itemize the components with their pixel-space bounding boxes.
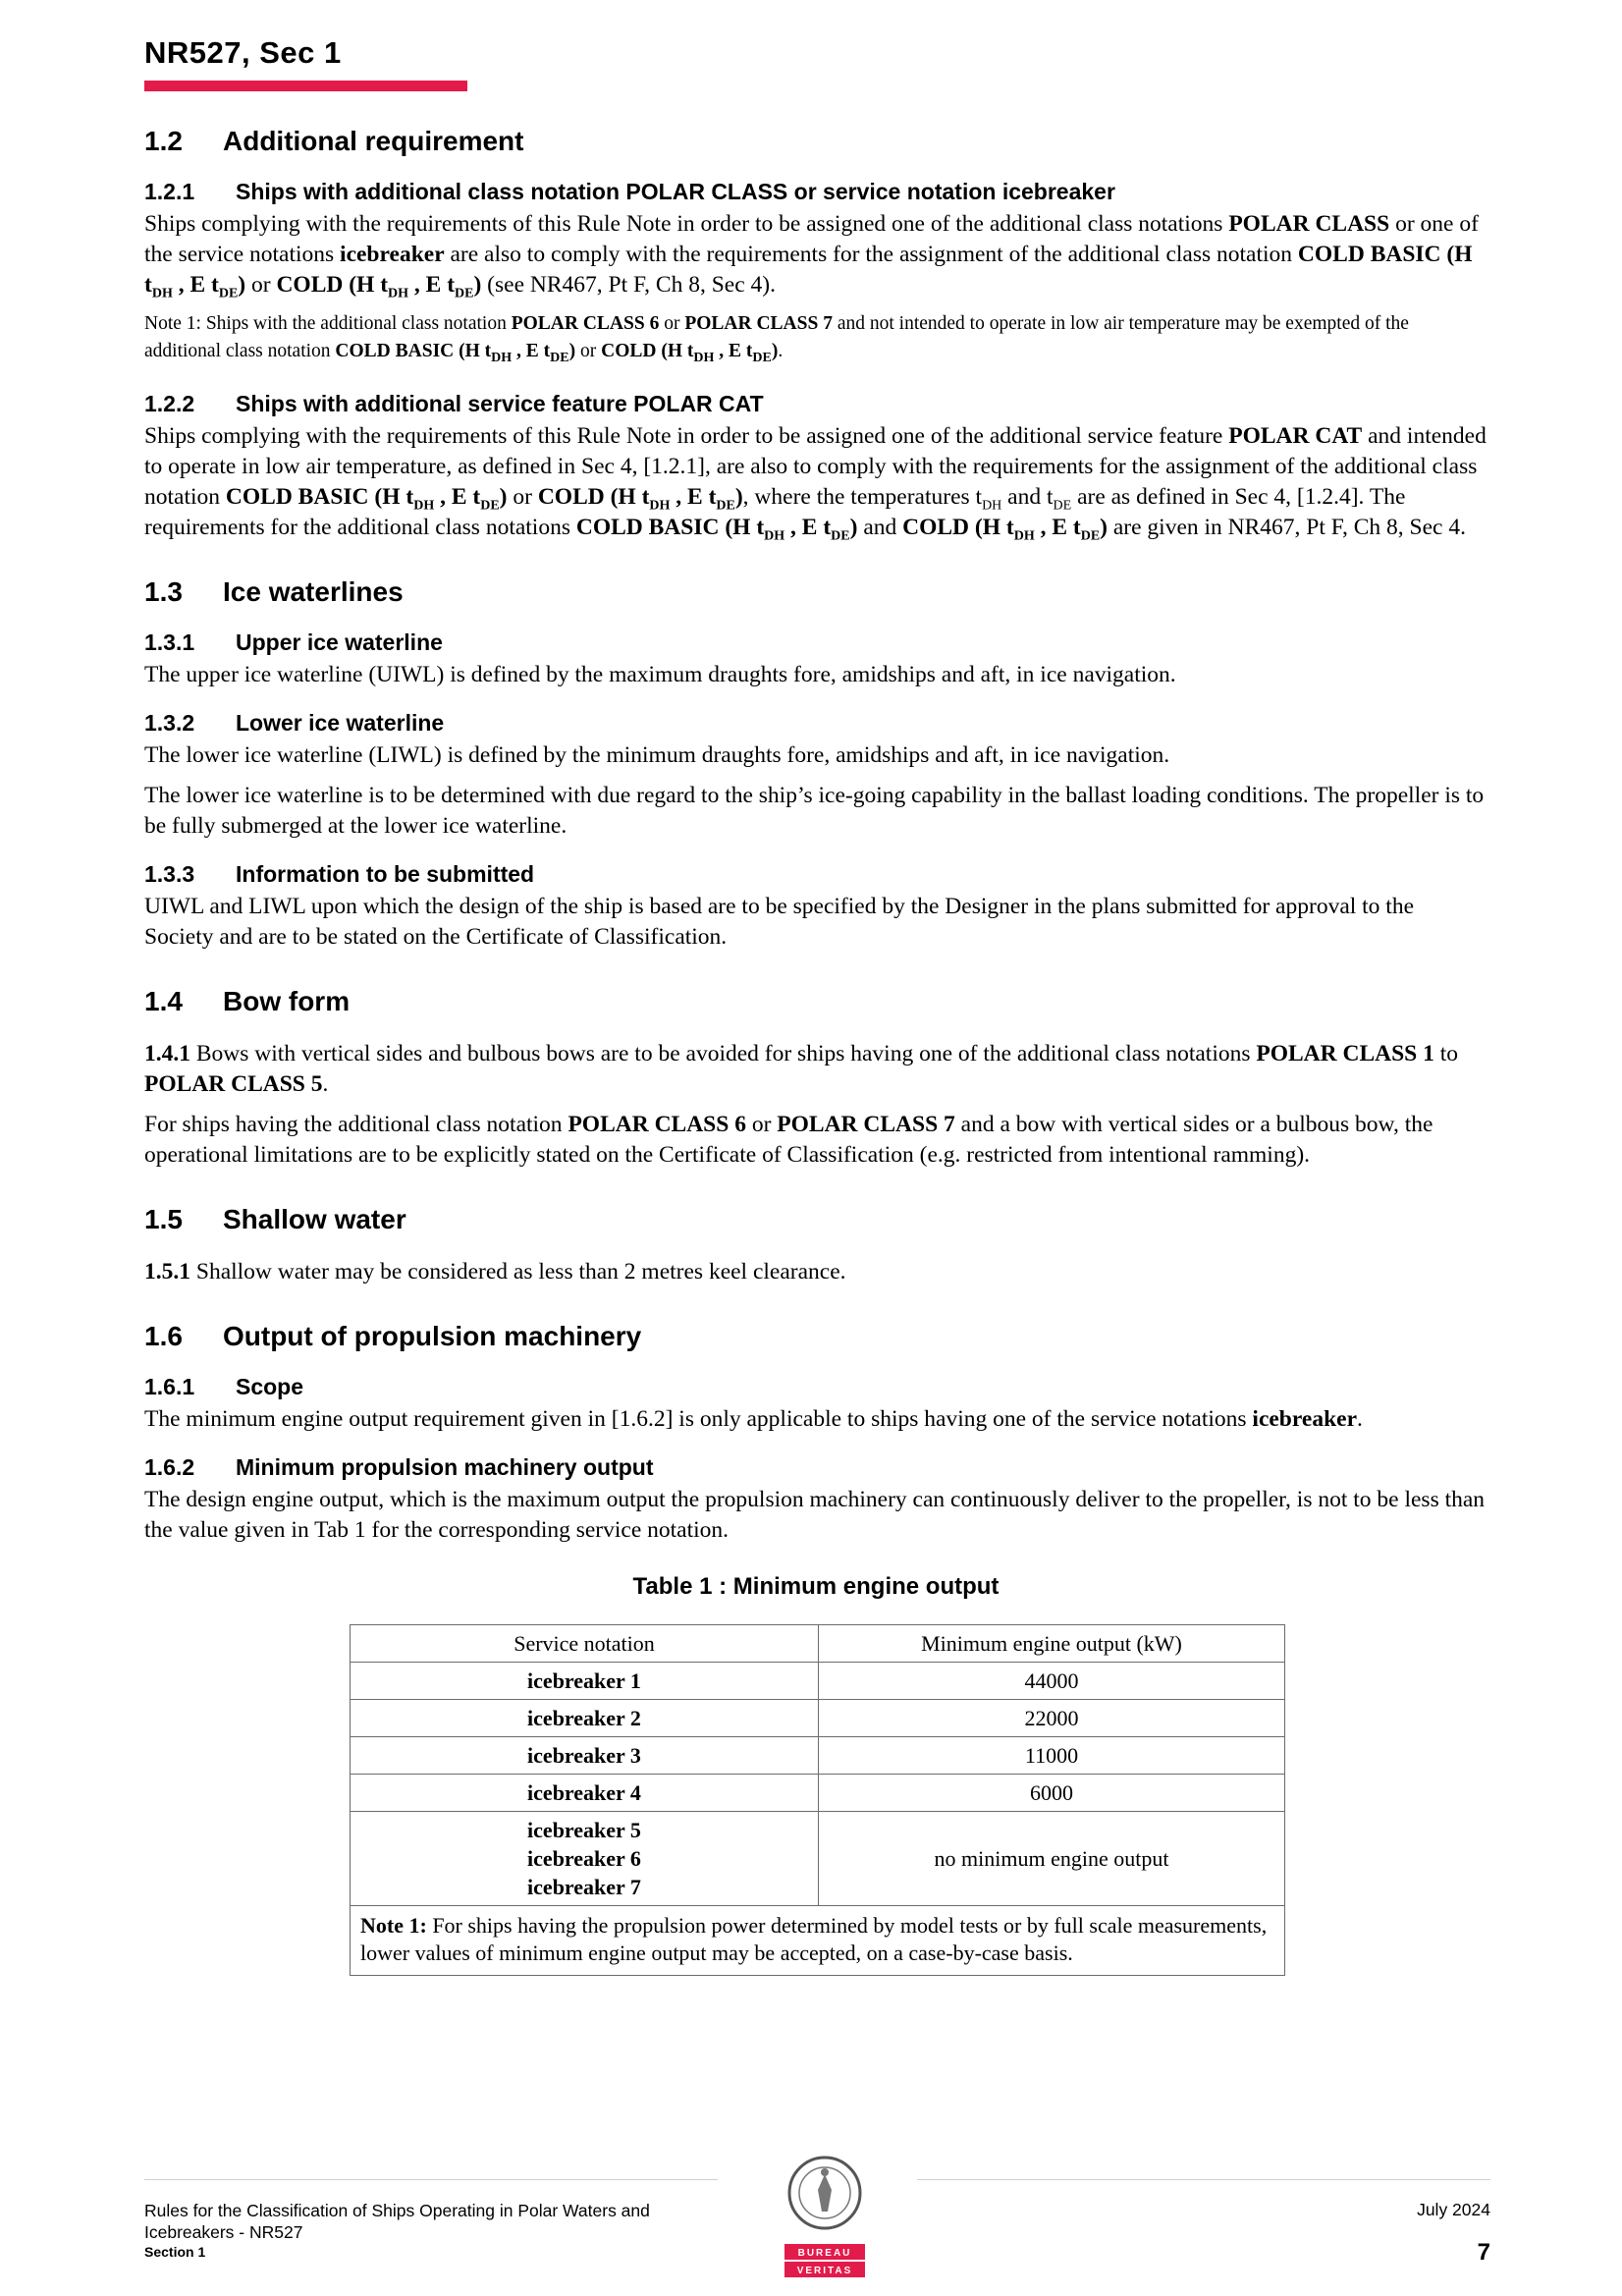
- table-row: [351, 1700, 1285, 1737]
- table-cell: no minimum engine output: [819, 1812, 1285, 1906]
- footer-divider: [144, 2179, 718, 2180]
- subsection-heading: [144, 710, 1487, 737]
- header-accent-bar: [144, 81, 467, 91]
- paragraph: The upper ice waterline (UIWL) is defined by the maximum draughts fore, amidships and aft, in ice navigation.: [144, 662, 1176, 687]
- footer-section: Section 1: [144, 2244, 206, 2260]
- subsection-heading: [144, 629, 1487, 656]
- paragraph: UIWL and LIWL upon which the design of the ship is based are to be specified by the Designer in the plans submitted for approval to the Society and are to be stated on the Certificate of Classification.: [144, 894, 1415, 950]
- section-title: Additional requirement: [223, 126, 524, 156]
- subsection-heading: [144, 179, 1487, 205]
- table-cell: icebreaker 5 icebreaker 6 icebreaker 7: [351, 1812, 819, 1906]
- table-row: [351, 1737, 1285, 1775]
- paragraph: Ships complying with the requirements of this Rule Note in order to be assigned one of the additional class notations POLAR CLASS or one of the service notations icebreaker are also to comply with the requirements for the assignment of the additional class notation COLD BASIC (H $t_{DH}$ , E $t_{DE}$) or COLD (H $t_{DH}$ , E $t_{DE}$) (see NR467, Pt F, Ch 8, Sec 4).: [144, 211, 1479, 301]
- table-cell: 22000: [819, 1700, 1285, 1737]
- bureau-veritas-logo: [781, 2151, 869, 2283]
- subsection-number: 1.3.2: [144, 710, 195, 736]
- table-cell: 11000: [819, 1737, 1285, 1775]
- section-title: Ice waterlines: [223, 576, 404, 607]
- table-cell: icebreaker 2: [351, 1700, 819, 1737]
- section-number: 1.3: [144, 576, 183, 607]
- table-cell: icebreaker 3: [351, 1737, 819, 1775]
- subsection-number: 1.2.1: [144, 179, 195, 204]
- section-title: Output of propulsion machinery: [223, 1321, 642, 1351]
- section-title: Bow form: [223, 986, 351, 1016]
- table-note-row: [351, 1906, 1285, 1976]
- document-body: [144, 126, 1487, 1976]
- section-number: 1.6: [144, 1321, 183, 1351]
- table-header-row: [351, 1625, 1285, 1663]
- section-heading: [144, 1204, 1487, 1235]
- table-cell: 6000: [819, 1775, 1285, 1812]
- subsection-number: 1.3.3: [144, 861, 195, 887]
- paragraph: For ships having the additional class notation POLAR CLASS 6 or POLAR CLASS 7 and a bow with vertical sides or a bulbous bow, the operational limitations are to be explicitly stated on the Certificate of Classification (e.g. restricted from intentional ramming).: [144, 1112, 1433, 1168]
- section-number: 1.4: [144, 986, 183, 1016]
- svg-text:BUREAU: BUREAU: [797, 2248, 852, 2259]
- subsection-title: Upper ice waterline: [236, 629, 443, 655]
- paragraph: The design engine output, which is the maximum output the propulsion machinery can continuously deliver to the propeller, is not to be less than the value given in Tab 1 for the corresponding service notation.: [144, 1487, 1486, 1543]
- subsection-title: Ships with additional service feature POLAR CAT: [236, 391, 764, 416]
- section-heading: [144, 986, 1487, 1017]
- table-cell: icebreaker 4: [351, 1775, 819, 1812]
- paragraph: The lower ice waterline is to be determined with due regard to the ship’s ice-going capability in the ballast loading conditions. The propeller is to be fully submerged at the lower ice waterline.: [144, 783, 1485, 839]
- subsection-title: Lower ice waterline: [236, 710, 445, 736]
- subsection-title: Minimum propulsion machinery output: [236, 1454, 654, 1480]
- table-note: Note 1: For ships having the propulsion power determined by model tests or by full scale measurements, lower values of minimum engine output may be accepted, on a case-by-case basis.: [351, 1906, 1285, 1976]
- subsection-number: 1.6.2: [144, 1454, 195, 1480]
- page-number: 7: [1477, 2239, 1490, 2266]
- subsection-number: 1.3.1: [144, 629, 195, 655]
- subsection-title: Information to be submitted: [236, 861, 535, 887]
- minimum-engine-output-table: [350, 1624, 1285, 1976]
- article-number: 1.4.1: [144, 1041, 190, 1066]
- subsection-title: Ships with additional class notation POLAR CLASS or service notation icebreaker: [236, 179, 1115, 204]
- section-title: Shallow water: [223, 1204, 406, 1234]
- section-heading: [144, 576, 1487, 608]
- table-row: [351, 1775, 1285, 1812]
- note-paragraph: Note 1: Ships with the additional class notation POLAR CLASS 6 or POLAR CLASS 7 and not intended to operate in low air temperature may be exempted of the additional class notation COLD BASIC (H $t_{DH}$ , E $t_{DE}$) or COLD (H $t_{DH}$ , E $t_{DE}$).: [144, 313, 1409, 365]
- subsection-heading: [144, 1454, 1487, 1481]
- subsection-heading: [144, 391, 1487, 417]
- section-number: 1.2: [144, 126, 183, 156]
- page-header-title: NR527, Sec 1: [144, 35, 342, 70]
- section-number: 1.5: [144, 1204, 183, 1234]
- table-caption: Table 1 : Minimum engine output: [632, 1573, 1000, 1600]
- paragraph: 1.5.1 Shallow water may be considered as less than 2 metres keel clearance.: [144, 1259, 846, 1285]
- footer-date: July 2024: [1417, 2200, 1490, 2219]
- table-row: [351, 1663, 1285, 1700]
- subsection-number: 1.6.1: [144, 1374, 195, 1399]
- table-row: [351, 1812, 1285, 1906]
- section-heading: [144, 1321, 1487, 1352]
- subsection-heading: [144, 1374, 1487, 1400]
- section-heading: [144, 126, 1487, 157]
- subsection-number: 1.2.2: [144, 391, 195, 416]
- svg-text:VERITAS: VERITAS: [796, 2266, 853, 2276]
- paragraph: Ships complying with the requirements of this Rule Note in order to be assigned one of the additional service feature POLAR CAT and intended to operate in low air temperature, as defined in Sec 4, [1.2.1], are also to comply with the requirements for the assignment of the additional class notation COLD BASIC (H $t_{DH}$ , E $t_{DE}$) or COLD (H $t_{DH}$ , E $t_{DE}$), where the temperatures $t_{DH}$ and $t_{DE}$ are as defined in Sec 4, [1.2.4]. The requirements for the additional class notations COLD BASIC (H $t_{DH}$ , E $t_{DE}$) and COLD (H $t_{DH}$ , E $t_{DE}$) are given in NR467, Pt F, Ch 8, Sec 4.: [144, 423, 1487, 544]
- article-number: 1.5.1: [144, 1259, 190, 1285]
- footer-document-title: Rules for the Classification of Ships Operating in Polar Waters and Icebreakers - NR527: [144, 2201, 650, 2242]
- table-cell: 44000: [819, 1663, 1285, 1700]
- footer-divider: [917, 2179, 1490, 2180]
- paragraph: The minimum engine output requirement given in [1.6.2] is only applicable to ships having one of the service notations icebreaker.: [144, 1406, 1363, 1432]
- subsection-title: Scope: [236, 1374, 304, 1399]
- table-header-cell: Service notation: [351, 1625, 819, 1663]
- table-header-cell: Minimum engine output (kW): [819, 1625, 1285, 1663]
- subsection-heading: [144, 861, 1487, 888]
- paragraph: 1.4.1 Bows with vertical sides and bulbous bows are to be avoided for ships having one of the additional class notations POLAR CLASS 1 to POLAR CLASS 5.: [144, 1041, 1459, 1097]
- paragraph: The lower ice waterline (LIWL) is defined by the minimum draughts fore, amidships and aft, in ice navigation.: [144, 742, 1170, 768]
- table-cell: icebreaker 1: [351, 1663, 819, 1700]
